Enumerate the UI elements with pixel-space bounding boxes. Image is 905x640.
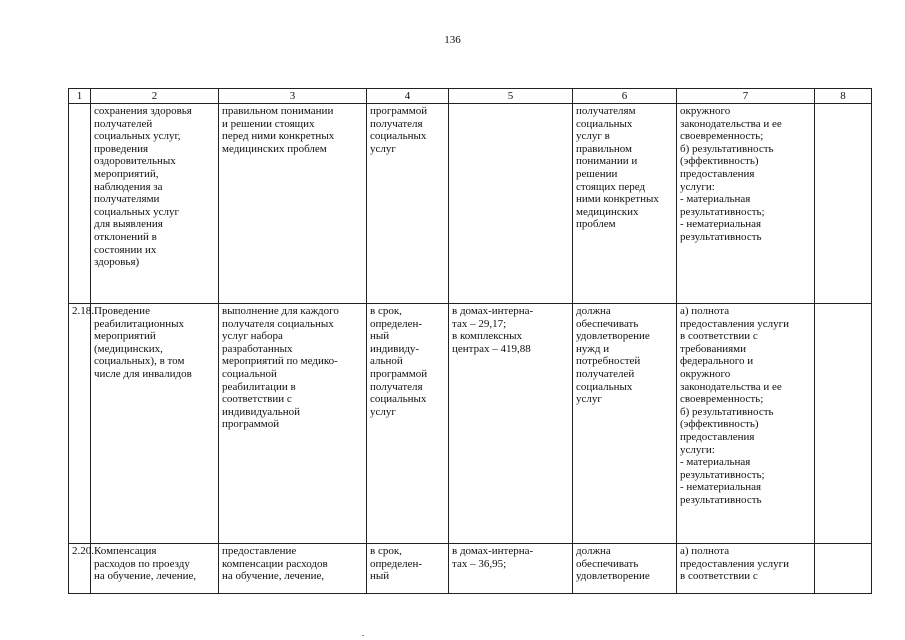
column-header: 2 (91, 89, 219, 104)
evaluation-cell: окружного законодательства и ее своевременность; б) результативность (эффективность) предоставления услуги: - материальная результативность; - нематериальная результативность (677, 104, 815, 304)
service-name-cell: Компенсация расходов по проезду на обучение, лечение, (91, 544, 219, 594)
table-row (69, 104, 872, 304)
column-header: 7 (677, 89, 815, 104)
service-term-cell: в срок, определен- ный (367, 544, 449, 594)
evaluation-cell: а) полнота предоставления услуги в соответствии с (677, 544, 815, 594)
notes-cell (815, 104, 872, 304)
quality-cell: должна обеспечивать удовлетворение (573, 544, 677, 594)
column-header: 8 (815, 89, 872, 104)
tariff-cell: в домах-интерна- тах – 36,95; (449, 544, 573, 594)
quality-cell: получателям социальных услуг в правильном понимании и решении стоящих перед ними конкретных медицинских проблем (573, 104, 677, 304)
column-header: 5 (449, 89, 573, 104)
page-number: 136 (444, 34, 461, 46)
column-header: 6 (573, 89, 677, 104)
service-content-cell: предоставление компенсации расходов на обучение, лечение, (219, 544, 367, 594)
row-number (69, 104, 91, 304)
row-number: 2.20. (69, 544, 91, 594)
service-name-cell: Проведение реабилитационных мероприятий (медицинских, социальных), в том числе для инвалидов (91, 304, 219, 544)
tariff-cell (449, 104, 573, 304)
scan-mark: . (362, 628, 365, 638)
column-header: 3 (219, 89, 367, 104)
table-header-row (69, 89, 872, 104)
row-number: 2.18. (69, 304, 91, 544)
table-row (69, 544, 872, 594)
service-content-cell: выполнение для каждого получателя социальных услуг набора разработанных мероприятий по медико- социальной реабилитации в соответствии с индивидуальной программой (219, 304, 367, 544)
tariff-cell: в домах-интерна- тах – 29,17; в комплексных центрах – 419,88 (449, 304, 573, 544)
service-content-cell: правильном понимании и решении стоящих перед ними конкретных медицинских проблем (219, 104, 367, 304)
service-term-cell: программой получателя социальных услуг (367, 104, 449, 304)
services-table (68, 88, 872, 594)
table-row (69, 304, 872, 544)
service-term-cell: в срок, определен- ный индивиду- альной программой получателя социальных услуг (367, 304, 449, 544)
evaluation-cell: а) полнота предоставления услуги в соответствии с требованиями федерального и окружного законодательства и ее своевременность; б) результативность (эффективность) предоставления услуги: - материальная результативность; - нематериальная результативность (677, 304, 815, 544)
service-name-cell: сохранения здоровья получателей социальных услуг, проведения оздоровительных мероприятий, наблюдения за получателями социальных услуг для выявления отклонений в состоянии их здоровья) (91, 104, 219, 304)
notes-cell (815, 304, 872, 544)
notes-cell (815, 544, 872, 594)
quality-cell: должна обеспечивать удовлетворение нужд и потребностей получателей социальных услуг (573, 304, 677, 544)
column-header: 1 (69, 89, 91, 104)
column-header: 4 (367, 89, 449, 104)
